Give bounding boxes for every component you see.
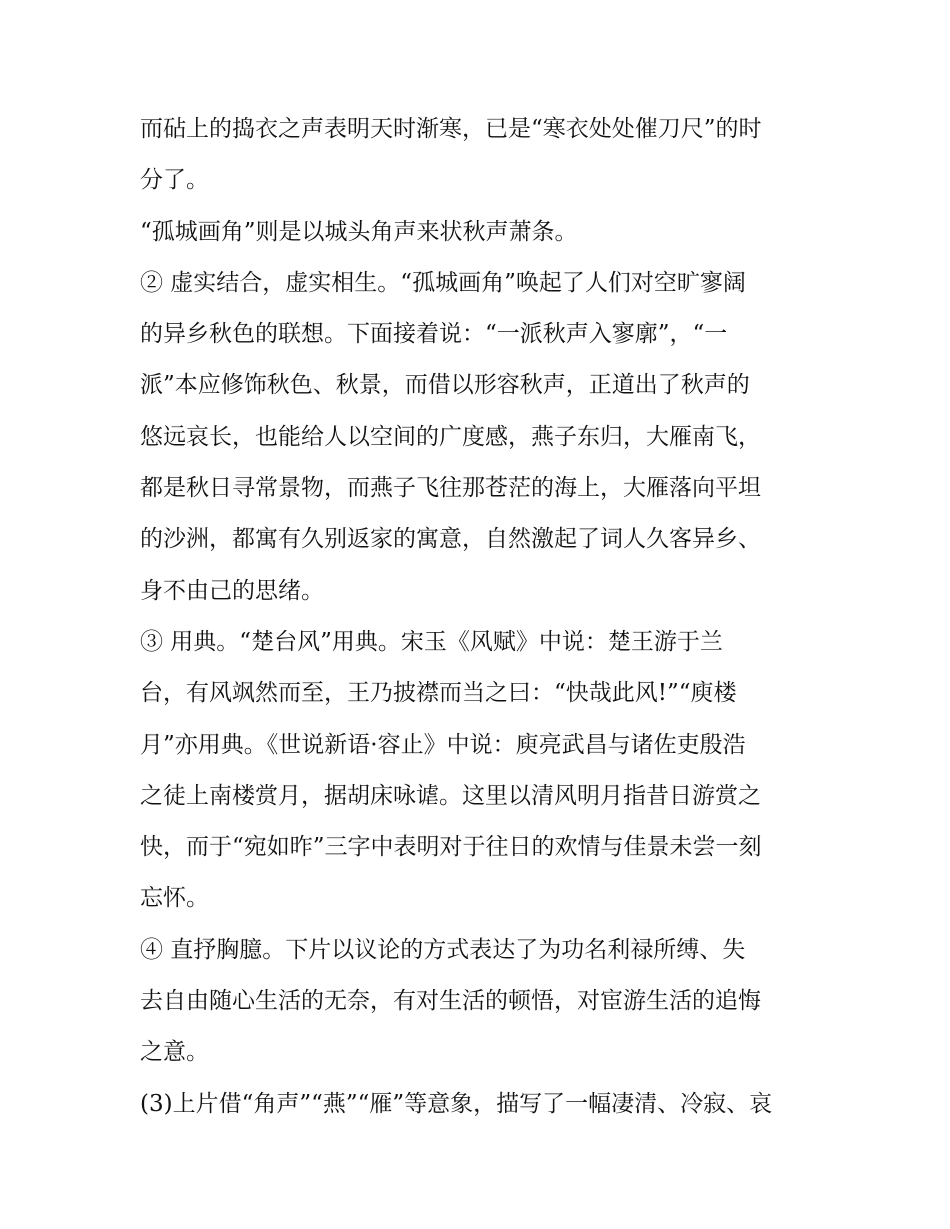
- text-line-16: 忘怀。: [140, 885, 209, 912]
- text-line-11: ③ 用典。“楚台风”用典。宋玉《风赋》中说：楚王游于兰: [140, 628, 723, 655]
- text-line-17: ④ 直抒胸臆。下片以议论的方式表达了为功名利禄所缚、失: [140, 936, 746, 963]
- text-line-6: 派”本应修饰秋色、秋景，而借以形容秋声，正道出了秋声的: [140, 372, 750, 399]
- text-line-15: 快，而于“宛如昨”三字中表明对于往日的欢情与佳景未尝一刻: [140, 834, 762, 861]
- text-line-13: 月”亦用典。《世说新语·容止》中说：庾亮武昌与诸佐吏殷浩: [140, 731, 746, 758]
- text-line-4: ② 虚实结合，虚实相生。“孤城画角”唤起了人们对空旷寥阔: [140, 269, 746, 296]
- text-line-2: 分了。: [140, 167, 209, 194]
- text-line-8: 都是秋日寻常景物，而燕子飞往那苍茫的海上，大雁落向平坦: [140, 475, 761, 502]
- text-line-1: 而砧上的捣衣之声表明天时渐寒，已是“寒衣处处催刀尺”的时: [140, 116, 762, 142]
- text-line-19: 之意。: [140, 1039, 209, 1066]
- text-line-9: 的沙洲，都寓有久别返家的寓意，自然激起了词人久客异乡、: [140, 526, 761, 553]
- body-text: [140, 104, 830, 1130]
- text-line-10: 身不由己的思绪。: [140, 577, 324, 604]
- text-line-18: 去自由随心生活的无奈，有对生活的顿悟，对宦游生活的追悔: [140, 988, 761, 1015]
- text-line-3: “孤城画角”则是以城头角声来状秋声萧条。: [140, 218, 578, 245]
- text-line-20: (3)上片借“角声”“燕”“雁”等意象，描写了一幅凄清、冷寂、哀: [140, 1090, 773, 1117]
- text-line-12: 台，有风飒然而至，王乃披襟而当之曰：“快哉此风!”“庾楼: [140, 680, 737, 707]
- text-line-7: 悠远哀长，也能给人以空间的广度感，燕子东归，大雁南飞，: [140, 423, 761, 450]
- text-line-5: 的异乡秋色的联想。下面接着说：“一派秋声入寥廓”，“一: [140, 321, 728, 348]
- text-line-14: 之徒上南楼赏月，据胡床咏谑。这里以清风明月指昔日游赏之: [140, 782, 761, 809]
